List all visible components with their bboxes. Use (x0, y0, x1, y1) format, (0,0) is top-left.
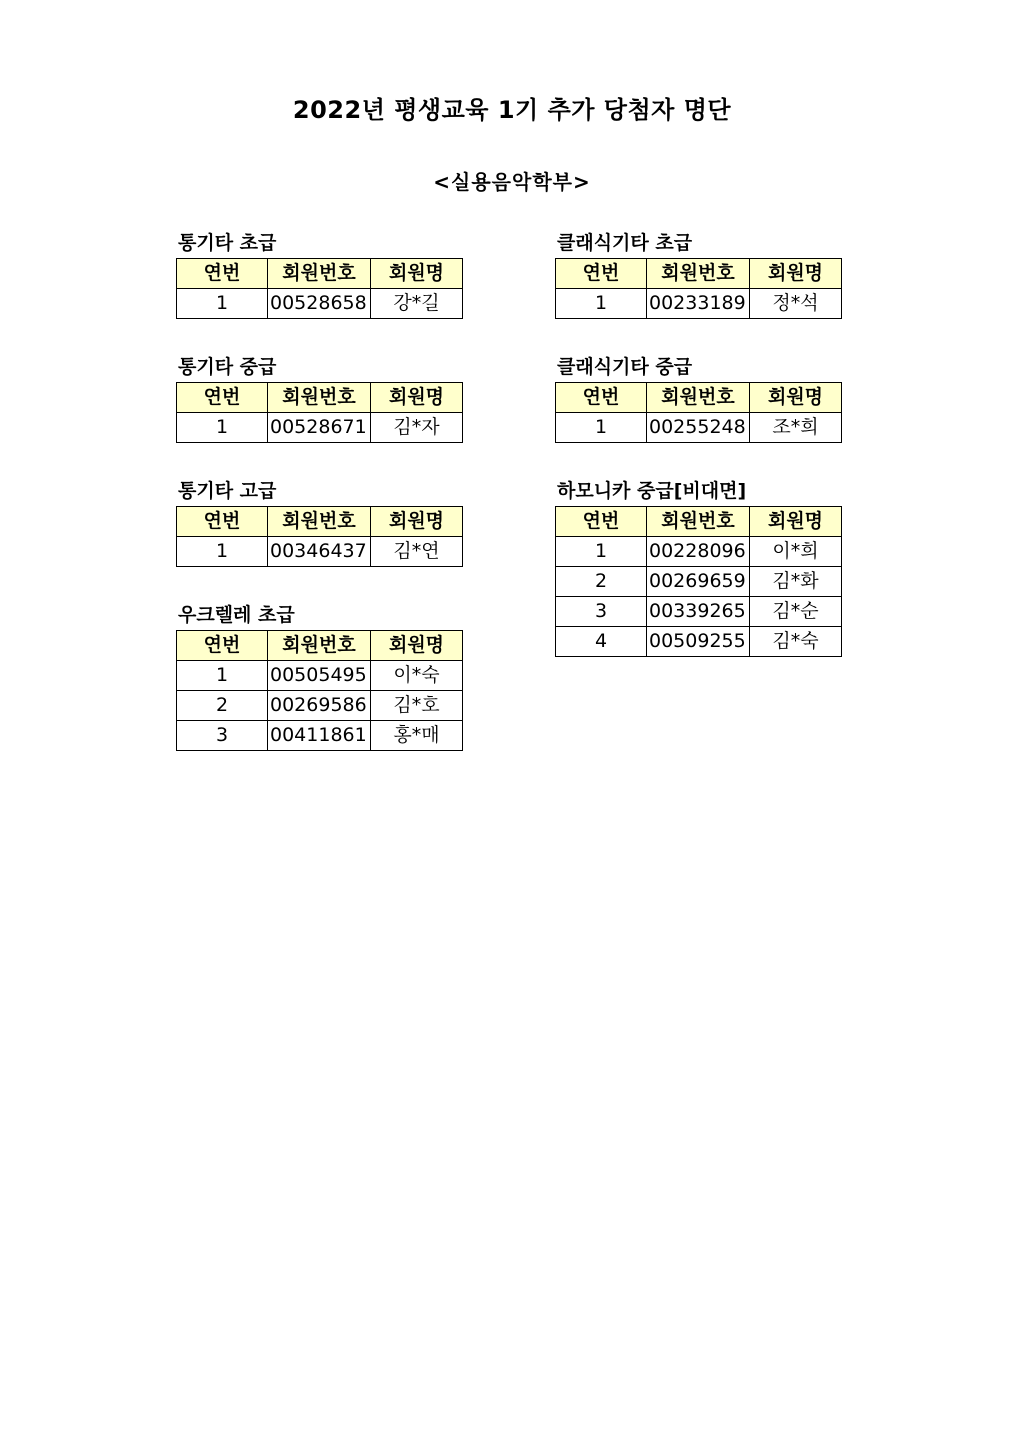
table-row (177, 661, 463, 691)
table-row (177, 413, 463, 443)
header-member-id: 회원번호 (268, 383, 371, 413)
table-row (556, 289, 842, 319)
cell-member-name: 김*숙 (750, 627, 842, 657)
winner-table (176, 258, 463, 319)
header-no: 연번 (177, 259, 268, 289)
cell-member-id: 00269586 (268, 691, 371, 721)
cell-no: 1 (177, 661, 268, 691)
table-header-row (177, 383, 463, 413)
cell-member-name: 정*석 (750, 289, 842, 319)
cell-member-id: 00255248 (647, 413, 750, 443)
section-title: 클래식기타 중급 (557, 356, 693, 378)
cell-no: 3 (556, 597, 647, 627)
cell-member-name: 홍*매 (371, 721, 463, 751)
cell-member-id: 00339265 (647, 597, 750, 627)
section-title: 통기타 중급 (178, 356, 277, 378)
cell-member-id: 00509255 (647, 627, 750, 657)
table-header-row (177, 259, 463, 289)
table-row (556, 597, 842, 627)
header-member-id: 회원번호 (647, 383, 750, 413)
header-member-name: 회원명 (371, 259, 463, 289)
header-member-name: 회원명 (371, 383, 463, 413)
cell-member-id: 00269659 (647, 567, 750, 597)
table-row (177, 537, 463, 567)
section-harmonica-intermediate-online (555, 478, 842, 657)
winner-table (555, 382, 842, 443)
cell-member-id: 00528671 (268, 413, 371, 443)
header-member-id: 회원번호 (268, 259, 371, 289)
cell-member-id: 00233189 (647, 289, 750, 319)
header-no: 연번 (177, 631, 268, 661)
cell-no: 2 (556, 567, 647, 597)
cell-no: 1 (177, 413, 268, 443)
section-ukulele-beginner (176, 602, 463, 751)
cell-member-name: 이*희 (750, 537, 842, 567)
section-acoustic-guitar-advanced (176, 478, 463, 567)
header-member-name: 회원명 (750, 507, 842, 537)
cell-no: 3 (177, 721, 268, 751)
winner-table (555, 258, 842, 319)
cell-no: 1 (177, 289, 268, 319)
section-acoustic-guitar-intermediate (176, 354, 463, 443)
cell-no: 1 (556, 289, 647, 319)
cell-member-id: 00346437 (268, 537, 371, 567)
table-header-row (177, 631, 463, 661)
header-member-name: 회원명 (371, 631, 463, 661)
cell-no: 2 (177, 691, 268, 721)
table-row (556, 567, 842, 597)
cell-no: 4 (556, 627, 647, 657)
header-no: 연번 (177, 383, 268, 413)
table-row (556, 627, 842, 657)
cell-member-name: 김*연 (371, 537, 463, 567)
section-title: 우크렐레 초급 (178, 604, 295, 626)
header-no: 연번 (556, 507, 647, 537)
header-member-name: 회원명 (750, 259, 842, 289)
header-no: 연번 (556, 383, 647, 413)
winner-table (176, 506, 463, 567)
cell-member-name: 김*자 (371, 413, 463, 443)
cell-member-id: 00505495 (268, 661, 371, 691)
header-member-id: 회원번호 (268, 631, 371, 661)
header-no: 연번 (177, 507, 268, 537)
table-row (177, 289, 463, 319)
cell-member-name: 이*숙 (371, 661, 463, 691)
section-title: 클래식기타 초급 (557, 232, 693, 254)
header-member-id: 회원번호 (268, 507, 371, 537)
winner-table (176, 630, 463, 751)
table-header-row (556, 507, 842, 537)
section-title: 통기타 초급 (178, 232, 277, 254)
table-row (177, 691, 463, 721)
section-title: 하모니카 중급[비대면] (557, 480, 747, 502)
table-row (556, 537, 842, 567)
header-member-name: 회원명 (750, 383, 842, 413)
department-subtitle: <실용음악학부> (433, 170, 591, 194)
cell-no: 1 (556, 537, 647, 567)
header-member-id: 회원번호 (647, 507, 750, 537)
section-acoustic-guitar-beginner (176, 230, 463, 319)
winner-table (176, 382, 463, 443)
header-no: 연번 (556, 259, 647, 289)
cell-member-name: 김*순 (750, 597, 842, 627)
cell-member-id: 00228096 (647, 537, 750, 567)
cell-member-name: 김*호 (371, 691, 463, 721)
header-member-id: 회원번호 (647, 259, 750, 289)
page-title: 2022년 평생교육 1기 추가 당첨자 명단 (292, 96, 732, 124)
table-header-row (556, 259, 842, 289)
table-row (556, 413, 842, 443)
winner-table (555, 506, 842, 657)
cell-member-id: 00411861 (268, 721, 371, 751)
section-title: 통기타 고급 (178, 480, 277, 502)
cell-member-name: 조*희 (750, 413, 842, 443)
section-classical-guitar-intermediate (555, 354, 842, 443)
table-header-row (177, 507, 463, 537)
cell-member-id: 00528658 (268, 289, 371, 319)
section-classical-guitar-beginner (555, 230, 842, 319)
cell-member-name: 김*화 (750, 567, 842, 597)
table-row (177, 721, 463, 751)
header-member-name: 회원명 (371, 507, 463, 537)
cell-no: 1 (556, 413, 647, 443)
cell-member-name: 강*길 (371, 289, 463, 319)
table-header-row (556, 383, 842, 413)
cell-no: 1 (177, 537, 268, 567)
